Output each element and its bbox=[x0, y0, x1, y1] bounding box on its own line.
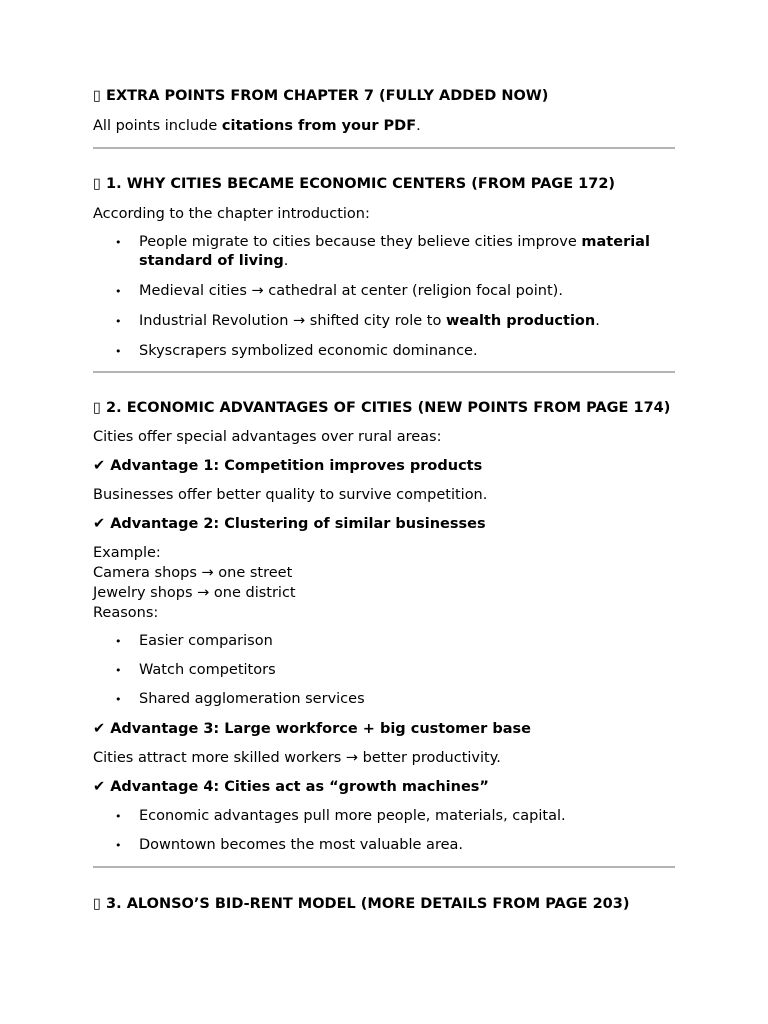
list-item-text: Economic advantages pull more people, materials, capital. bbox=[139, 808, 566, 824]
document-title-text: EXTRA POINTS FROM CHAPTER 7 (FULLY ADDED NOW) bbox=[106, 88, 549, 104]
reasons-list bbox=[93, 632, 675, 709]
list-item bbox=[93, 342, 675, 361]
list-item-text: Skyscrapers symbolized economic dominance. bbox=[139, 343, 478, 359]
intro-end: . bbox=[416, 118, 421, 134]
intro-line bbox=[93, 116, 675, 136]
list-item bbox=[93, 282, 675, 301]
document-page bbox=[93, 86, 675, 914]
advantage-1-text: Businesses offer better quality to survive competition. bbox=[93, 487, 488, 503]
placeholder-glyph-icon: ▯ bbox=[93, 400, 101, 416]
bullet-icon: • bbox=[115, 315, 122, 328]
advantage-2-heading: ✔ Advantage 2: Clustering of similar businesses bbox=[93, 516, 486, 532]
divider bbox=[93, 371, 675, 373]
section-1-title bbox=[93, 174, 675, 194]
section-1-list bbox=[93, 233, 675, 361]
bullet-icon: • bbox=[115, 839, 122, 852]
bullet-icon: • bbox=[115, 285, 122, 298]
intro-bold-text: citations from your PDF bbox=[221, 118, 417, 134]
list-item-end: . bbox=[595, 313, 600, 329]
list-item-text: Industrial Revolution → shifted city role to bbox=[139, 313, 446, 329]
advantage-2-example-line: Jewelry shops → one district bbox=[93, 585, 296, 601]
advantage-2-example-line: Camera shops → one street bbox=[93, 565, 293, 581]
section-1-title-text: 1. WHY CITIES BECAME ECONOMIC CENTERS (FROM PAGE 172) bbox=[106, 176, 616, 192]
bullet-icon: • bbox=[115, 345, 122, 358]
list-item bbox=[93, 690, 675, 709]
bullet-icon: • bbox=[115, 635, 122, 648]
list-item bbox=[93, 807, 675, 826]
section-1-intro: According to the chapter introduction: bbox=[93, 206, 370, 222]
document-title bbox=[93, 86, 675, 106]
list-item bbox=[93, 836, 675, 855]
section-2-title-text: 2. ECONOMIC ADVANTAGES OF CITIES (NEW POINTS FROM PAGE 174) bbox=[106, 400, 671, 416]
divider bbox=[93, 866, 675, 868]
placeholder-glyph-icon: ▯ bbox=[93, 896, 101, 912]
divider bbox=[93, 147, 675, 149]
bullet-icon: • bbox=[115, 810, 122, 823]
placeholder-glyph-icon: ▯ bbox=[93, 176, 101, 192]
bullet-icon: • bbox=[115, 693, 122, 706]
list-item-bold-text: wealth production bbox=[445, 313, 596, 329]
section-3-title-text: 3. ALONSO’S BID-RENT MODEL (MORE DETAILS FROM PAGE 203) bbox=[106, 896, 630, 912]
list-item-text: Shared agglomeration services bbox=[139, 691, 365, 707]
list-item bbox=[93, 312, 675, 331]
list-item bbox=[93, 661, 675, 680]
list-item-bold-text: material standard of living bbox=[139, 234, 650, 269]
bullet-icon: • bbox=[115, 236, 122, 249]
advantage-3-heading: ✔ Advantage 3: Large workforce + big customer base bbox=[93, 721, 531, 737]
section-3-title bbox=[93, 894, 675, 914]
section-2-intro: Cities offer special advantages over rural areas: bbox=[93, 429, 442, 445]
list-item-text: Downtown becomes the most valuable area. bbox=[139, 837, 464, 853]
advantage-1-heading: ✔ Advantage 1: Competition improves products bbox=[93, 458, 483, 474]
advantage-4-heading: ✔ Advantage 4: Cities act as “growth machines” bbox=[93, 779, 489, 795]
list-item bbox=[93, 632, 675, 651]
section-2-title bbox=[93, 398, 675, 418]
bullet-icon: • bbox=[115, 664, 122, 677]
list-item-text: Watch competitors bbox=[139, 662, 276, 678]
intro-text: All points include bbox=[93, 118, 222, 134]
placeholder-glyph-icon: ▯ bbox=[93, 88, 101, 104]
advantage-4-list bbox=[93, 807, 675, 855]
list-item bbox=[93, 233, 675, 271]
advantage-2-example-label: Example: bbox=[93, 545, 161, 561]
list-item-text: People migrate to cities because they believe cities improve bbox=[139, 234, 582, 250]
list-item-text: Easier comparison bbox=[139, 633, 273, 649]
advantage-3-text: Cities attract more skilled workers → better productivity. bbox=[93, 750, 501, 766]
advantage-2-reasons-label: Reasons: bbox=[93, 605, 159, 621]
list-item-text: Medieval cities → cathedral at center (religion focal point). bbox=[139, 283, 563, 299]
list-item-end: . bbox=[283, 253, 289, 269]
